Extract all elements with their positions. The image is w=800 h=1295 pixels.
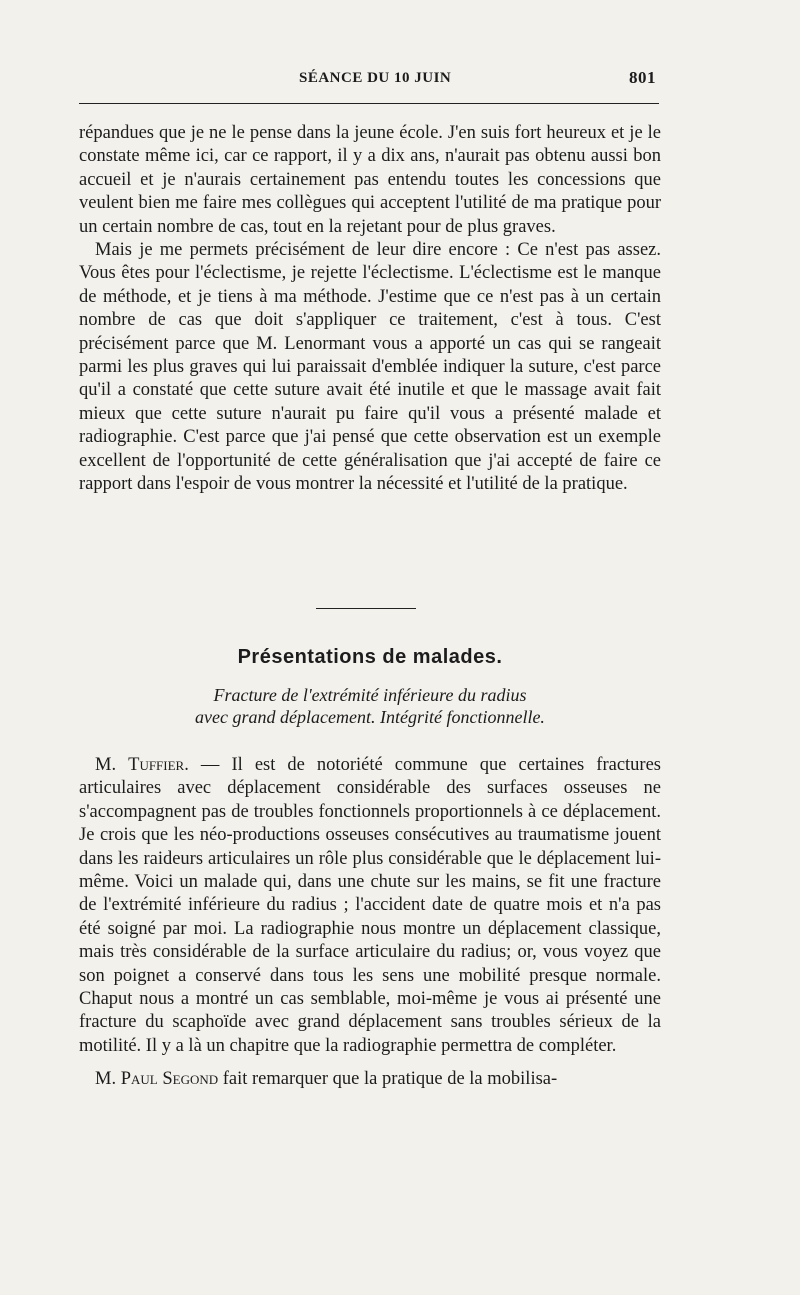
paragraph-text: fait remarquer que la pratique de la mobilisa-	[218, 1069, 558, 1090]
body-text-top	[79, 122, 661, 497]
paragraph-text: . — Il est de notoriété commune que certaines fractures articulaires avec déplacement considérable des surfaces osseuses ne s'accompagnent pas de troubles fonctionnels proportionnels à ce déplacement. Je crois que les néo-productions osseuses consécutives au traumatisme jouent dans les raideurs articulaires un rôle plus considérable que le déplacement lui-même. Voici un malade qui, dans une chute sur les mains, se fit une fracture de l'extrémité inférieure du radius ; l'accident date de quatre mois et n'a pas été soigné par moi. La radiographie nous montre un déplacement classique, mais très considérable de la surface articulaire du radius; or, vous voyez que son poignet a conservé dans tous les sens une mobilité presque normale. Chaput nous a montré un cas semblable, moi-même je vous ai présenté une fracture du scaphoïde avec grand déplacement sans troubles sérieux de la motilité. Il y a là un chapitre que la radiographie permettra de compléter.	[79, 755, 662, 1056]
header-rule	[79, 103, 659, 104]
paragraph-tuffier	[79, 754, 661, 1058]
speaker-prefix: M.	[95, 755, 129, 775]
page-number: 801	[629, 68, 656, 87]
case-subtitle-line-1: Fracture de l'extrémité inférieure du radius	[213, 685, 527, 705]
speaker-name: Paul Segond	[120, 1069, 219, 1090]
body-text-bottom	[79, 754, 661, 1092]
paragraph-eclectisme: Mais je me permets précisément de leur dire encore : Ce n'est pas assez. Vous êtes pour l'éclectisme, je rejette l'éclectisme. L'éclectisme est le manque de méthode, et je tiens à ma méthode. J'estime que ce n'est pas à un certain nombre de cas que doit s'appliquer ce traitement, c'est à tous. C'est précisément parce que M. Lenormant vous a apporté un cas qui se rangeait parmi les plus graves qui lui paraissait d'emblée indiquer la suture, c'est parce qu'il a constaté que cette suture avait été inutile et que le massage avait fait mieux que cette suture n'aurait pu faire qu'il vous a présenté malade et radiographie. C'est parce que j'ai pensé que cette observation est un exemple excellent de l'opportunité de cette généralisation que j'ai accepté de faire ce rapport dans l'espoir de vous montrer la nécessité et l'utilité de la pratique.	[79, 240, 661, 495]
running-title: SÉANCE DU 10 JUIN	[299, 70, 452, 86]
speaker-name: Tuffier	[128, 755, 185, 775]
speaker-prefix: M.	[95, 1069, 121, 1090]
case-subtitle-line-2: avec grand déplacement. Intégrité fonctionnelle.	[195, 707, 545, 727]
paragraph-segond	[79, 1068, 661, 1091]
case-subtitle	[79, 684, 661, 728]
section-title: Présentations de malades.	[237, 646, 503, 668]
paragraph-continuation: répandues que je ne le pense dans la jeune école. J'en suis fort heureux et je le constate même ici, car ce rapport, il y a dix ans, n'aurait pas obtenu aussi bon accueil et je n'aurais certainement pas entendu toutes les concessions que veulent bien me faire mes collègues qui acceptent l'utilité de ma pratique pour un certain nombre de cas, tout en la rejetant pour de plus graves.	[79, 123, 661, 237]
running-head	[79, 66, 661, 90]
document-page	[79, 0, 661, 1295]
section-separator	[316, 608, 416, 609]
